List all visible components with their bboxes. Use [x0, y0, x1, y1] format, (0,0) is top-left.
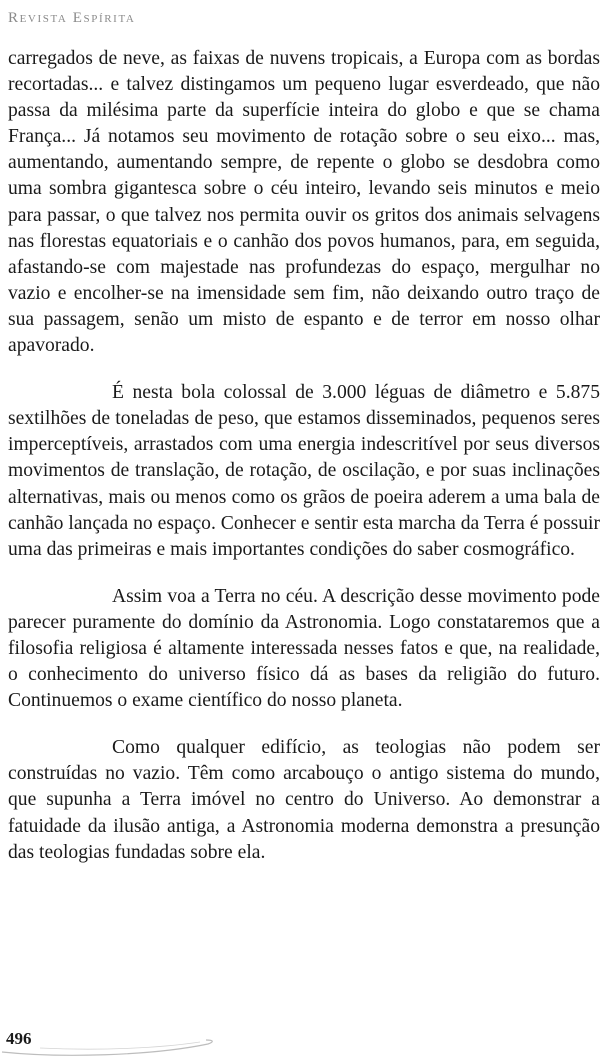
- paragraph-2: É nesta bola colossal de 3.000 léguas de diâmetro e 5.875 sextilhões de toneladas de peso, que estamos disseminados, pequenos seres imperceptíveis, arrastados com uma energia indescritível por seus diversos movimentos de translação, de rotação, de oscilação, e por suas inclinações alternativas, mais ou menos como os grãos de poeira aderem a uma bala de canhão lançada no espaço. Conhecer e sentir esta marcha da Terra é possuir uma das primeiras e mais importantes condições do saber cosmográfico.: [8, 382, 600, 560]
- paragraph-3: Assim voa a Terra no céu. A descrição desse movimento pode parecer puramente do domínio da Astronomia. Logo constataremos que a filosofia religiosa é altamente interessada nesses fatos e que, na realidade, o conhecimento do universo físico dá as bases da religião do futuro. Continuemos o exame científico do nosso planeta.: [8, 585, 600, 712]
- page-footer: [0, 1018, 607, 1058]
- paragraph-4: Como qualquer edifício, as teologias não podem ser construídas no vazio. Têm como arcabouço o antigo sistema do mundo, que supunha a Terra imóvel no centro do Universo. Ao demonstrar a fatuidade da ilusão antiga, a Astronomia moderna demonstra a presunção das teologias fundadas sobre ela.: [8, 737, 600, 863]
- running-header-title: Revista Espírita: [8, 10, 136, 26]
- page-body: [8, 46, 600, 887]
- paragraph-1: carregados de neve, as faixas de nuvens tropicais, a Europa com as bordas recortadas... e talvez distingamos um pequeno lugar esverdeado, que não passa da milésima parte da superfície inteira do globo e que se chama França... Já notamos seu movimento de rotação sobre o seu eixo... mas, aumentando, aumentando sempre, de repente o globo se desdobra como uma sombra gigantesca sobre o céu inteiro, levando seis minutos e meio para passar, o que talvez nos permita ouvir os gritos dos animais selvagens nas florestas equatoriais e o canhão dos povos humanos, para, em seguida, afastando-se com majestade nas profundezas do espaço, mergulhar no vazio e encolher-se na imensidade sem fim, não deixando outro traço de sua passagem, senão um misto de espanto e de terror em nosso olhar apavorado.: [8, 48, 600, 357]
- decorative-swoosh: [0, 1018, 230, 1058]
- page-number: 496: [6, 1029, 32, 1048]
